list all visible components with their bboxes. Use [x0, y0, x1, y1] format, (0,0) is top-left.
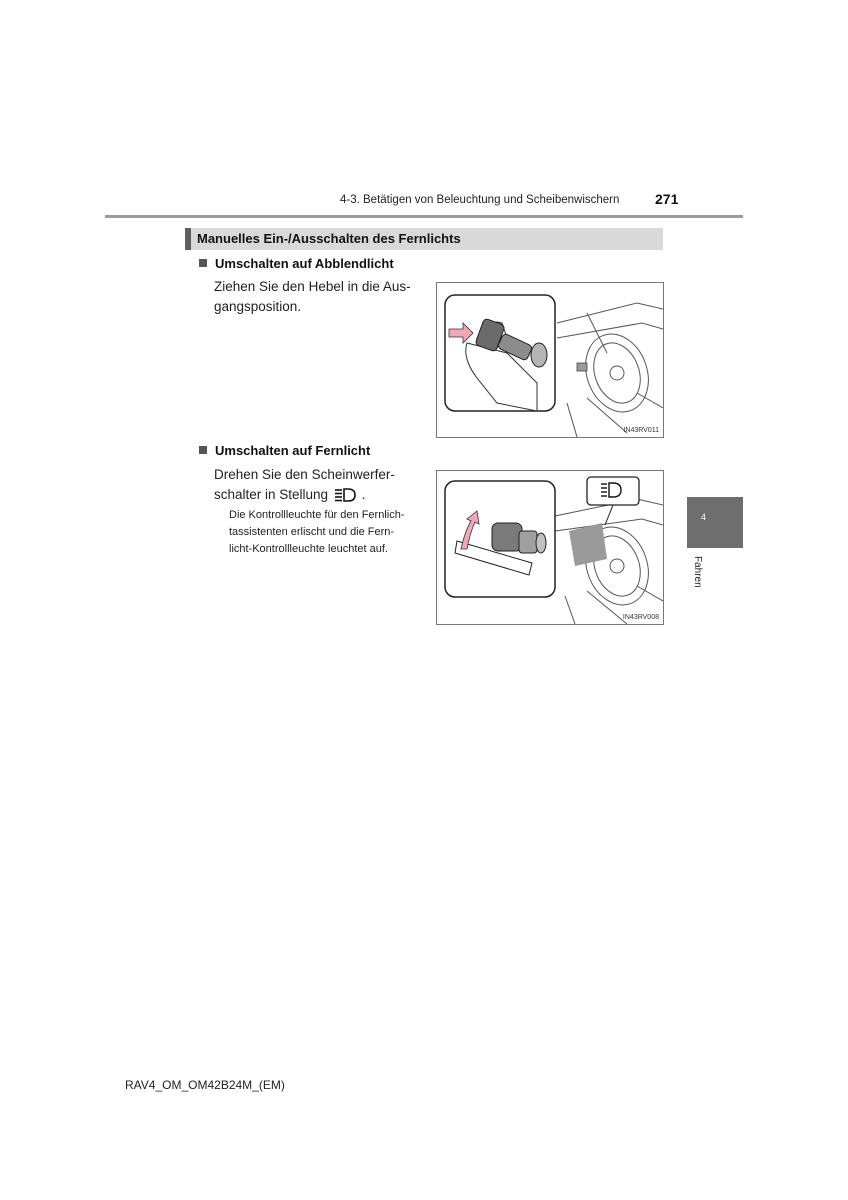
- section-title-bar: [185, 228, 663, 250]
- subheading-high-beam-label: Umschalten auf Fernlicht: [215, 443, 371, 458]
- section-title: Manuelles Ein-/Ausschalten des Fernlichts: [197, 231, 461, 246]
- subheading-low-beam: [199, 256, 394, 271]
- lever-rotate-illustration: [437, 471, 663, 624]
- illustration-high-beam: [436, 470, 664, 625]
- note-line2: tassistenten erlischt und die Fern-: [229, 526, 395, 538]
- illustration-low-beam: [436, 282, 664, 438]
- figure-code-high-beam: IN43RV008: [622, 614, 659, 621]
- chapter-number: 4: [701, 512, 707, 522]
- high-beam-text-line2: [214, 485, 424, 509]
- high-beam-text-line2-pre: schalter in Stellung: [214, 487, 329, 502]
- subheading-high-beam: [199, 443, 370, 458]
- subheading-low-beam-label: Umschalten auf Abblendlicht: [215, 256, 394, 271]
- high-beam-text-line2-post: .: [361, 487, 366, 502]
- low-beam-text-line2: gangsposition.: [214, 299, 302, 314]
- note-line3: licht-Kontrollleuchte leuchtet auf.: [229, 543, 388, 555]
- section-bar-accent: [185, 228, 191, 250]
- footer-doc-code: RAV4_OM_OM42B24M_(EM): [125, 1078, 285, 1092]
- figure-code-low-beam: IN43RV011: [623, 427, 659, 434]
- low-beam-text-line1: Ziehen Sie den Hebel in die Aus-: [214, 279, 411, 294]
- high-beam-instruction: [214, 465, 424, 509]
- chapter-tab: [687, 497, 743, 548]
- high-beam-icon: [334, 487, 356, 509]
- chapter-label: Fahren: [692, 556, 703, 588]
- low-beam-instruction: [214, 277, 424, 317]
- high-beam-note: [229, 507, 424, 558]
- bullet-square-icon: [199, 259, 207, 267]
- high-beam-text-line1: Drehen Sie den Scheinwerfer-: [214, 467, 395, 482]
- bullet-square-icon: [199, 446, 207, 454]
- note-line1: Die Kontrollleuchte für den Fernlich-: [229, 509, 405, 521]
- header-divider: [105, 215, 743, 218]
- page-number: 271: [655, 191, 679, 207]
- header-section-path: 4-3. Betätigen von Beleuchtung und Scheibenwischern: [340, 194, 620, 206]
- lever-pull-illustration: [437, 283, 663, 437]
